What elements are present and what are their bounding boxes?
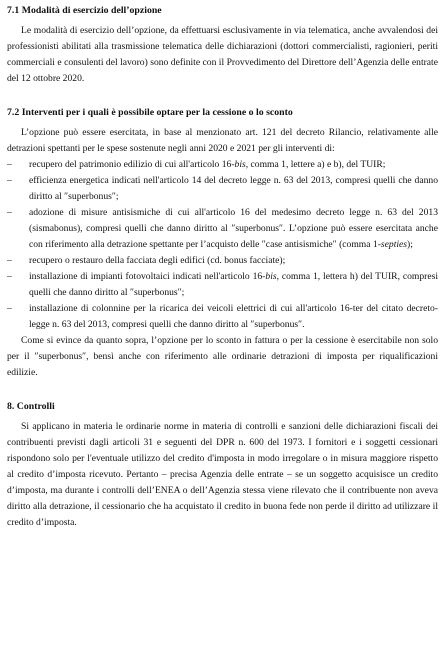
list-item-italic: septies <box>380 239 408 250</box>
section-7-2-intro: L’opzione può essere esercitata, in base al menzionato art. 121 del decreto Rilancio, relativamente alle detrazioni spettanti per le spese sostenute negli anni 2020 e 2021 per gli interventi di: <box>7 127 438 154</box>
intervention-list <box>7 157 438 333</box>
section-8 <box>7 399 438 531</box>
list-item <box>7 173 438 205</box>
section-7-1 <box>7 3 438 87</box>
list-item <box>7 205 438 253</box>
list-item-italic: bis <box>234 159 246 170</box>
list-item-italic: bis <box>265 271 277 282</box>
list-item-text: recupero o restauro della facciata degli edifici (cd. bonus facciate); <box>29 255 286 266</box>
section-7-2 <box>7 105 438 381</box>
section-7-1-heading: 7.1 Modalità di esercizio dell’opzione <box>7 5 162 16</box>
list-item-text: recupero del patrimonio edilizio di cui all'articolo 16- <box>29 159 235 170</box>
list-item <box>7 253 438 269</box>
list-dash: – <box>7 303 12 314</box>
list-dash: – <box>7 255 12 266</box>
section-7-1-paragraph: Le modalità di esercizio dell’opzione, da effettuarsi esclusivamente in via telematica, anche avvalendosi dei professionisti abilitati alla trasmissione telematica delle dichiarazioni (dottori commercialisti, ragionieri, periti commerciali e consulenti del lavoro) sono definite con il Provvedimento del Direttore dell’Agenzia delle entrate del 12 ottobre 2020. <box>7 25 438 84</box>
list-item-text: , comma 1, lettera h) del TUIR, compresi quelli che danno diritto al ″superbonus″; <box>29 271 439 298</box>
list-item <box>7 269 438 301</box>
list-dash: – <box>7 271 12 282</box>
list-item <box>7 301 438 333</box>
list-item-text: installazione di colonnine per la ricarica dei veicoli elettrici di cui all'articolo 16-ter del citato decreto-legge n. 63 del 2013, compresi quelli che danno diritto al ″superbonus″. <box>29 303 438 330</box>
list-dash: – <box>7 159 12 170</box>
section-8-paragraph: Si applicano in materia le ordinarie norme in materia di controlli e sanzioni delle dichiarazioni fiscali dei contribuenti previsti dagli articoli 31 e seguenti del DPR n. 600 del 1973. I fornitori e i soggetti cessionari rispondono solo per l'eventuale utilizzo del credito d'imposta in modo irregolare o in misura maggiore rispetto al credito d’imposta ricevuto. Pertanto – precisa Agenzia delle entrate – se un soggetto acquisisce un credito d’imposta, ma durante i controlli dell’ENEA o dell’Agenzia stessa viene rilevato che il contribuente non aveva diritto alla detrazione, il cessionario che ha acquistato il credito in buona fede non perde il diritto ad utilizzare il credito d’imposta. <box>7 421 438 528</box>
list-item-text: installazione di impianti fotovoltaici indicati nell'articolo 16- <box>29 271 266 282</box>
section-7-2-heading: 7.2 Interventi per i quali è possibile optare per la cessione o lo sconto <box>7 107 293 118</box>
section-8-heading: 8. Controlli <box>7 401 55 412</box>
list-dash: – <box>7 207 12 218</box>
list-item-text: ); <box>407 239 413 250</box>
list-item-text: , comma 1, lettere a) e b), del TUIR; <box>245 159 386 170</box>
list-item-text: adozione di misure antisismiche di cui all'articolo 16 del medesimo decreto legge n. 63 del 2013 (sismabonus), compresi quelli che danno diritto al ″superbonus″. L’opzione può essere esercitata anche con riferimento alla detrazione spettante per l’acquisto delle ″case antisismiche″ (comma 1- <box>29 207 438 250</box>
section-7-2-conclusion: Come si evince da quanto sopra, l’opzione per lo sconto in fattura o per la cessione è esercitabile non solo per il ″superbonus″, bensì anche con riferimento alle ordinarie detrazioni di imposta per riqualificazioni edilizie. <box>7 335 438 378</box>
list-item <box>7 157 438 173</box>
list-item-text: efficienza energetica indicati nell'articolo 14 del decreto legge n. 63 del 2013, compresi quelli che danno diritto al ″superbonus″; <box>29 175 438 202</box>
list-dash: – <box>7 175 12 186</box>
